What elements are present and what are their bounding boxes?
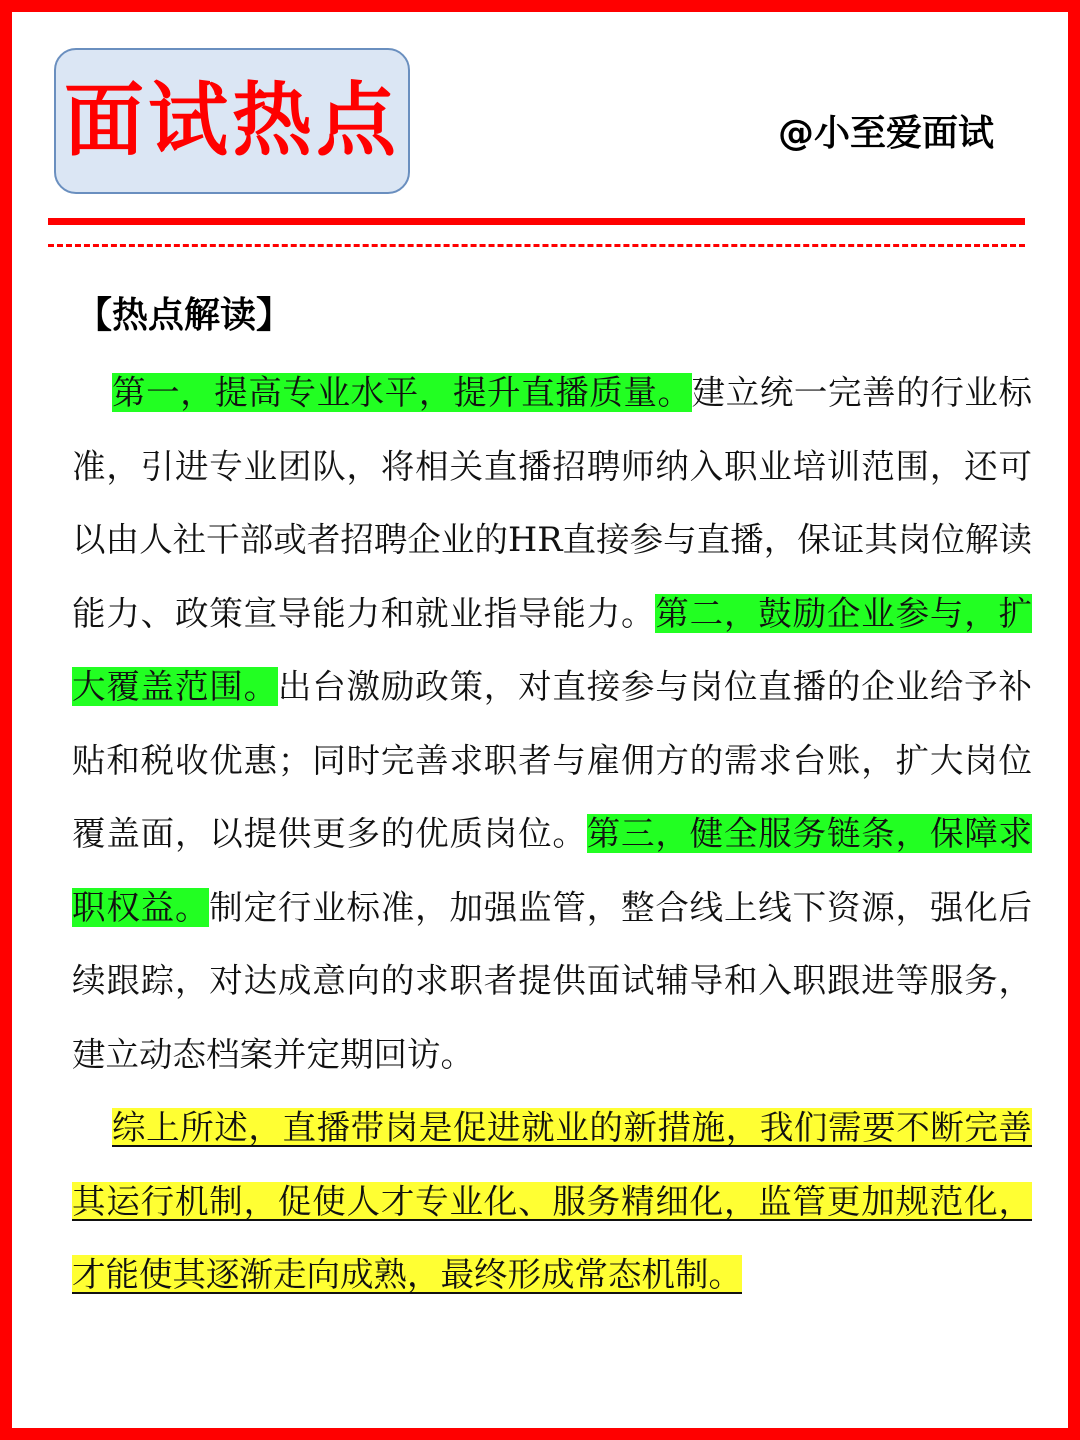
point-2-text: 出台激励政策，对直接参与岗位直播的企业给予补贴和税收优惠；同时完善求职者与雇佣方的需求台账，扩大岗位覆盖面，以提供更多的优质岗位。	[72, 667, 1033, 853]
page-title: 面试热点	[64, 74, 400, 167]
section-heading: 【热点解读】	[76, 295, 293, 336]
highlight-point-1: 第一，提高专业水平，提升直播质量。	[112, 373, 692, 412]
highlight-point-3: 第三，健全服务链条，保障求职权益。	[72, 814, 1033, 927]
highlight-summary: 综上所述，直播带岗是促进就业的新措施，我们需要不断完善其运行机制，促使人才专业化、服务精细化，监管更加规范化，才能使其逐渐走向成熟，最终形成常态机制。	[72, 1108, 1032, 1294]
point-3-text: 制定行业标准，加强监管，整合线上线下资源，强化后续跟踪，对达成意向的求职者提供面试辅导和入职跟进等服务，建立动态档案并定期回访。	[72, 887, 1033, 1074]
header-divider-solid	[48, 218, 1025, 225]
title-badge	[54, 48, 410, 194]
paragraph-measures	[72, 356, 1032, 1091]
highlight-point-2: 第二，鼓励企业参与，扩大覆盖范围。	[72, 593, 1033, 706]
header-divider-dashed	[48, 244, 1025, 247]
point-1-text: 建立统一完善的行业标准，引进专业团队，将相关直播招聘师纳入职业培训范围，还可以由人社干部或者招聘企业的HR直接参与直播，保证其岗位解读能力、政策宣导能力和就业指导能力。	[72, 373, 1033, 633]
article-body	[72, 356, 1032, 1312]
paragraph-summary	[72, 1091, 1032, 1312]
author-handle: @小至爱面试	[778, 113, 995, 154]
